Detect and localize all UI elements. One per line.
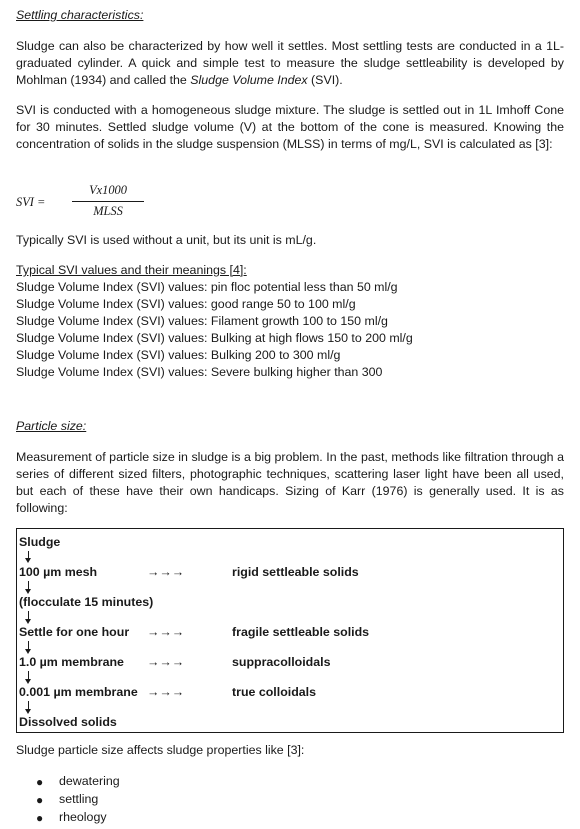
flow-step: 100 µm mesh (19, 565, 98, 579)
flow-arrow-glyph: →→→ (147, 685, 185, 699)
bullet-icon: ● (36, 811, 44, 825)
flow-result: suppracolloidals (232, 655, 331, 669)
formula-denominator: MLSS (93, 204, 123, 218)
list-item: settling (59, 792, 99, 806)
svi-line: Sludge Volume Index (SVI) values: Filament growth 100 to 150 ml/g (16, 314, 388, 328)
arrowhead-icon (25, 619, 31, 624)
flow-result: fragile settleable solids (232, 625, 370, 639)
flow-step: Sludge (19, 535, 61, 549)
arrowhead-icon (25, 679, 31, 684)
svi-line: Sludge Volume Index (SVI) values: Bulking 200 to 300 ml/g (16, 348, 341, 362)
arrowhead-icon (25, 649, 31, 654)
arrowhead-icon (25, 589, 31, 594)
flow-step: 0.001 µm membrane (19, 685, 138, 699)
settling-paragraph-2: SVI is conducted with a homogeneous sludge mixture. The sludge is settled out in 1L Imhoff Cone for 30 minutes. Settled sludge volume (V) at the bottom of the cone is measured. Knowing the concentration of solids in the sludge suspension (MLSS) in terms of mg/L, SVI is calculated as [3]: (16, 103, 564, 151)
particle-paragraph-1: Measurement of particle size in sludge is a big problem. In the past, methods like filtration through a series of different sized filters, photographic techniques, scattering laser light have been all used, but each of these have their own handicaps. Sizing of Karr (1976) is generally used. It is as following: (16, 450, 564, 515)
particle-heading: Particle size: (16, 419, 87, 433)
formula-lhs: SVI = (16, 195, 46, 209)
list-item: dewatering (59, 774, 120, 788)
svi-unit-note: Typically SVI is used without a unit, but its unit is mL/g. (16, 233, 317, 247)
flow-step: (flocculate 15 minutes) (19, 595, 154, 609)
svi-term: Sludge Volume Index (190, 73, 308, 87)
flow-result: true colloidals (232, 685, 316, 699)
arrowhead-icon (25, 709, 31, 714)
karr-sizing-flowchart (16, 528, 564, 733)
flow-arrow-glyph: →→→ (147, 655, 185, 669)
settling-p1-end: (SVI). (307, 73, 343, 87)
settling-p1-text: Sludge can also be characterized by how well it settles. Most settling tests are conducted in a 1L-graduated cylinder. A quick and simple test to measure the sludge settleability is developed by Mohlman (1934) and called the (16, 39, 564, 87)
svi-line: Sludge Volume Index (SVI) values: good range 50 to 100 ml/g (16, 297, 356, 311)
formula-numerator: Vx1000 (89, 183, 127, 197)
svi-values-heading: Typical SVI values and their meanings [4]: (16, 263, 247, 277)
particle-paragraph-2: Sludge particle size affects sludge properties like [3]: (16, 743, 305, 757)
settling-paragraph-1 (16, 38, 564, 89)
settling-heading: Settling characteristics: (16, 8, 144, 22)
flow-step: Settle for one hour (19, 625, 130, 639)
flow-result: rigid settleable solids (232, 565, 359, 579)
flow-arrow-glyph: →→→ (147, 565, 185, 579)
flow-step: Dissolved solids (19, 715, 117, 729)
fraction-bar (72, 201, 144, 202)
svi-line: Sludge Volume Index (SVI) values: pin floc potential less than 50 ml/g (16, 280, 398, 294)
bullet-icon: ● (36, 775, 44, 789)
svi-line: Sludge Volume Index (SVI) values: Bulking at high flows 150 to 200 ml/g (16, 331, 413, 345)
bullet-icon: ● (36, 793, 44, 807)
arrowhead-icon (25, 558, 31, 563)
flow-step: 1.0 µm membrane (19, 655, 124, 669)
svi-line: Sludge Volume Index (SVI) values: Severe bulking higher than 300 (16, 365, 383, 379)
flow-arrow-glyph: →→→ (147, 625, 185, 639)
list-item: rheology (59, 810, 107, 824)
